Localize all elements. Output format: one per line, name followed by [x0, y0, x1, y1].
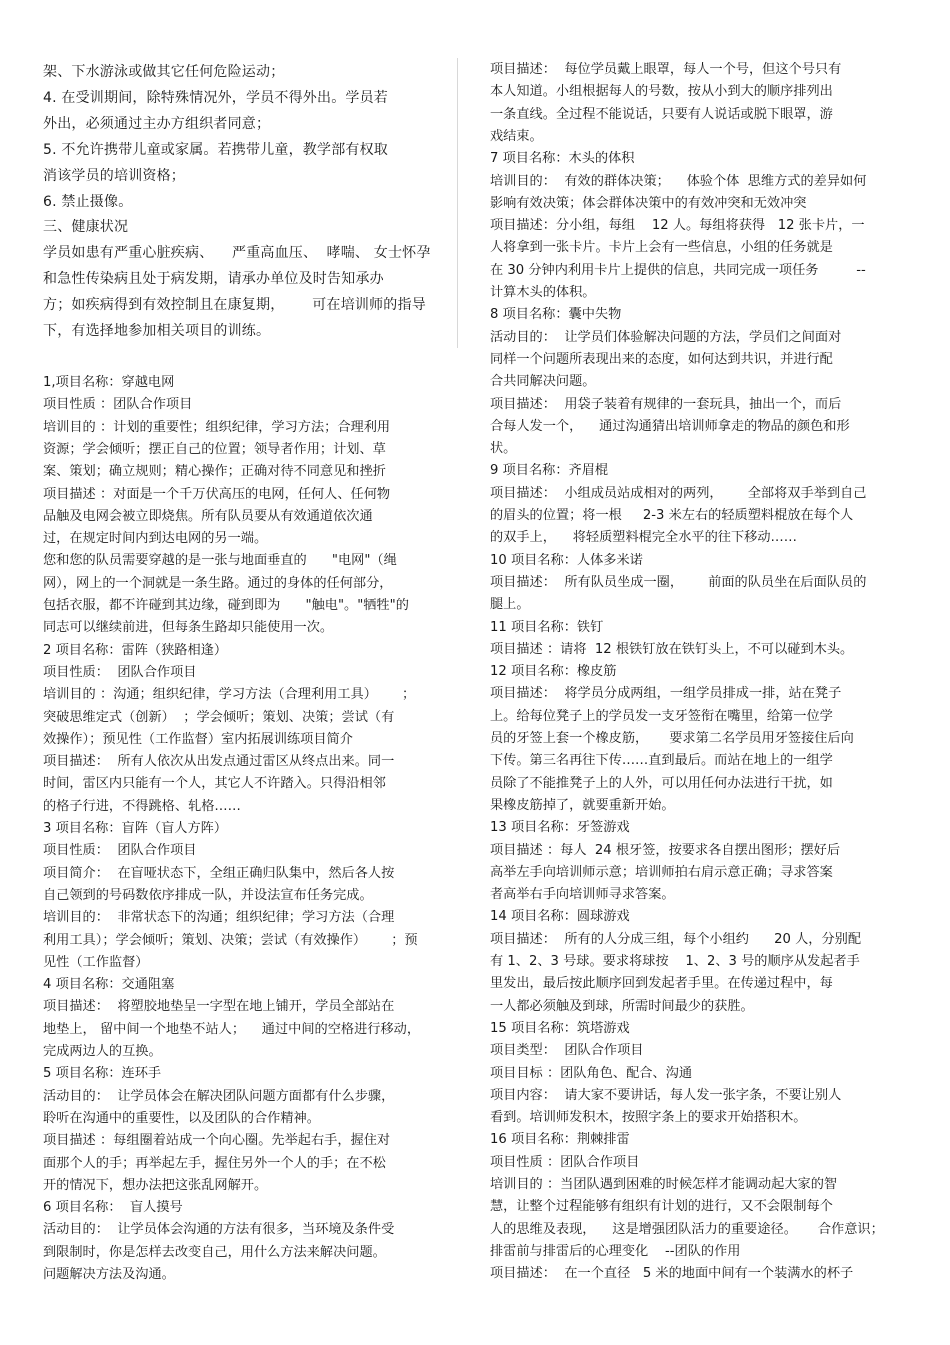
text-line: 品触及电网会被立即烧焦。所有队员要从有效通道依次通: [43, 508, 373, 524]
text-line: 排雷前与排雷后的心理变化 --团队的作用: [490, 1243, 741, 1259]
text-line: 方；如疾病得到有效控制且在康复期， 可在培训师的指导: [43, 297, 426, 314]
text-line: 10 项目名称：人体多米诺: [490, 552, 643, 568]
text-line: 在 30 分钟内利用卡片上提供的信息，共同完成一项任务 --: [490, 262, 866, 278]
text-line: 项目描述 ：请将 12 根铁钉放在铁钉头上，不可以碰到木头。: [490, 641, 854, 657]
text-line: 活动目的： 让学员体会沟通的方法有很多，当环境及条件受: [43, 1222, 395, 1238]
text-line: 项目描述： 所有的人分成三组，每个小组约 20 人，分别配: [490, 931, 862, 947]
text-line: 网），网上的一个洞就是一条生路。通过的身体的任何部分，: [43, 575, 393, 591]
text-line: 案、策划；确立规则；精心操作；正确对待不同意见和挫折: [43, 464, 386, 480]
text-line: 项目描述： 将塑胶地垫呈一字型在地上铺开，学员全部站在: [43, 999, 395, 1015]
text-line: 项目描述： 小组成员站成相对的两列， 全部将双手举到自己: [490, 485, 867, 501]
text-line: 利用工具）；学会倾听；策划、决策；尝试（有效操作） ；预: [43, 932, 418, 948]
text-line: 员除了不能推凳子上的人外，可以用任何办法进行干扰，如: [490, 775, 833, 791]
text-line: 项目描述 ：每组圈着站成一个向心圈。先举起右手，握住对: [43, 1133, 391, 1149]
text-line: 问题解决方法及沟通。: [43, 1267, 175, 1282]
text-line: 者高举右手向培训师寻求答案。: [490, 887, 675, 903]
text-line: 影响有效决策；体会群体决策中的有效冲突和无效冲突: [490, 195, 807, 211]
text-line: 6. 禁止摄像。: [43, 193, 133, 210]
text-line: 三、健康状况: [43, 219, 129, 236]
text-line: 同样一个问题所表现出来的态度，如何达到共识，并进行配: [490, 351, 833, 367]
text-line: 面那个人的手；再举起左手，握住另外一个人的手；在不松: [43, 1155, 386, 1171]
text-line: 4. 在受训期间，除特殊情况外，学员不得外出。学员若: [43, 89, 389, 106]
text-line: 项目目标 ：团队角色、配合、沟通: [490, 1065, 693, 1081]
text-line: 效操作）；预见性（工作监督）室内拓展训练项目简介: [43, 731, 353, 747]
text-line: 高举左手向培训师示意；培训师拍右肩示意正确；寻求答案: [490, 864, 833, 880]
text-line: 下，有选择地参加相关项目的训练。: [43, 323, 271, 339]
text-line: 的格子行进，不得跳格、轧格……: [43, 798, 241, 814]
text-line: 外出，必须通过主办方组织者同意；: [43, 115, 271, 132]
text-line: 4 项目名称：交通阻塞: [43, 977, 175, 993]
text-line: 您和您的队员需要穿越的是一张与地面垂直的 "电网"（绳: [43, 553, 397, 569]
text-line: 16 项目名称：荆棘排雷: [490, 1132, 630, 1148]
text-line: 的双手上， 将轻质塑料棍完全水平的往下移动……: [490, 530, 797, 546]
text-line: 项目描述：分小组，每组 12 人。每组将获得 12 张卡片，一: [490, 218, 865, 234]
column-divider: [457, 58, 458, 348]
text-line: 活动目的： 让学员体会在解决团队问题方面都有什么步骤，: [43, 1088, 395, 1104]
text-line: 项目性质 ：团队合作项目: [43, 397, 193, 413]
text-line: 地垫上， 留中间一个地垫不站人； 通过中间的空格进行移动，: [43, 1021, 421, 1037]
text-line: 项目性质： 团队合作项目: [43, 664, 197, 680]
text-line: 项目描述： 所有队员坐成一圈， 前面的队员坐在后面队员的: [490, 574, 867, 590]
text-line: 项目描述： 用袋子装着有规律的一套玩具，抽出一个，而后: [490, 396, 842, 412]
text-line: 1,项目名称：穿越电网: [43, 375, 175, 390]
text-line: 状。: [490, 441, 517, 457]
text-line: 项目性质： 团队合作项目: [43, 843, 197, 859]
text-line: 3 项目名称：盲阵（盲人方阵）: [43, 821, 228, 836]
text-line: 架、下水游泳或做其它任何危险运动；: [43, 64, 285, 80]
text-line: 过，在规定时间内到达电网的另一端。: [43, 531, 268, 547]
text-line: 和急性传染病且处于病发期，请承办单位及时告知承办: [43, 271, 384, 288]
text-line: 项目描述 ：对面是一个千万伏高压的电网，任何人、任何物: [43, 486, 391, 502]
text-line: 资源；学会倾听；摆正自己的位置；领导者作用；计划、草: [43, 441, 386, 457]
text-line: 一条直线。全过程不能说话，只要有人说话或脱下眼罩，游: [490, 106, 833, 122]
text-line: 6 项目名称： 盲人摸号: [43, 1200, 183, 1216]
text-line: 同志可以继续前进，但每条生路却只能使用一次。: [43, 620, 334, 636]
text-line: 合每人发一个， 通过沟通猜出培训师拿走的物品的颜色和形: [490, 418, 850, 434]
text-line: 上。给每位凳子上的学员发一支牙签衔在嘴里，给第一位学: [490, 708, 833, 724]
text-line: 13 项目名称：牙签游戏: [490, 820, 630, 836]
text-line: 看到。培训师发积木，按照字条上的要求开始搭积木。: [490, 1110, 807, 1126]
text-line: 项目描述： 所有人依次从出发点通过雷区从终点出来。同一: [43, 754, 395, 770]
text-line: 见性（工作监督）: [43, 954, 149, 970]
text-line: 完成两边人的互换。: [43, 1044, 162, 1059]
text-line: 8 项目名称：囊中失物: [490, 307, 622, 323]
text-line: 培训目的 ：当团队遇到困难的时候怎样才能调动起大家的智: [490, 1177, 838, 1192]
text-line: 培训目的： 非常状态下的沟通；组织纪律；学习方法（合理: [43, 910, 395, 926]
text-line: 慧，让整个过程能够有组织有计划的进行，又不会限制每个: [490, 1199, 833, 1215]
text-line: 合共同解决问题。: [490, 374, 596, 390]
text-line: 项目内容： 请大家不要讲话，每人发一张字条，不要让别人: [490, 1087, 842, 1103]
text-line: 7 项目名称：木头的体积: [490, 151, 635, 167]
text-line: 时间，雷区内只能有一个人，其它人不许踏入。只得沿相邻: [43, 776, 386, 792]
text-line: 里发出，最后按此顺序回到发起者手里。在传递过程中，每: [490, 976, 833, 992]
text-line: 15 项目名称：筑塔游戏: [490, 1020, 630, 1036]
text-line: 2 项目名称：雷阵（狭路相逢）: [43, 642, 228, 658]
text-line: 项目描述 ：每人 24 根牙签，按要求各自摆出图形；摆好后: [490, 842, 841, 858]
text-line: 包括衣服，都不许碰到其边缘，碰到即为 "触电"。"牺牲"的: [43, 598, 409, 613]
text-line: 腿上。: [490, 597, 530, 613]
text-line: 培训目的： 有效的群体决策； 体验个体 思维方式的差异如何: [490, 173, 867, 189]
text-line: 开的情况下，想办法把这张乱网解开。: [43, 1177, 268, 1193]
text-line: 到限制时，你是怎样去改变自己，用什么方法来解决问题。: [43, 1244, 386, 1260]
text-line: 5 项目名称：连环手: [43, 1066, 162, 1082]
text-line: 活动目的： 让学员们体验解决问题的方法，学员们之间面对: [490, 329, 842, 345]
text-line: 项目类型： 团队合作项目: [490, 1043, 644, 1059]
text-line: 5. 不允许携带儿童或家属。若携带儿童，教学部有权取: [43, 141, 389, 158]
text-line: 12 项目名称：橡皮筋: [490, 664, 617, 680]
text-line: 计算木头的体积。: [490, 285, 596, 300]
text-line: 一人都必须触及到球，所需时间最少的获胜。: [490, 998, 754, 1014]
text-line: 培训目的 ：沟通；组织纪律，学习方法（合理利用工具） ；: [43, 687, 416, 703]
text-line: 11 项目名称：铁钉: [490, 619, 604, 635]
text-line: 项目描述： 在一个直径 5 米的地面中间有一个装满水的杯子: [490, 1266, 854, 1282]
text-line: 突破思维定式（创新） ；学会倾听；策划、决策；尝试（有: [43, 709, 395, 725]
text-line: 员的牙签上套一个橡皮筋， 要求第二名学员用牙签接住后向: [490, 731, 854, 746]
text-line: 项目描述： 每位学员戴上眼罩，每人一个号，但这个号只有: [490, 62, 842, 77]
text-line: 下传。第三名再往下传……直到最后。而站在地上的一组学: [490, 753, 833, 769]
text-line: 消该学员的培训资格；: [43, 167, 185, 184]
text-line: 戏结束。: [490, 128, 543, 144]
text-line: 人将拿到一张卡片。卡片上会有一些信息，小组的任务就是: [490, 240, 833, 256]
text-line: 本人知道。小组根据每人的号数，按从小到大的顺序排列出: [490, 84, 833, 100]
text-line: 项目描述： 将学员分成两组，一组学员排成一排，站在凳子: [490, 686, 842, 702]
text-line: 人的思维及表现， 这是增强团队活力的重要途径。 合作意识；: [490, 1221, 884, 1237]
text-line: 聆听在沟通中的重要性，以及团队的合作精神。: [43, 1110, 320, 1126]
text-line: 果橡皮筋掉了，就要重新开始。: [490, 797, 675, 813]
text-line: 有 1、2、3 号球。要求将球按 1、2、3 号的顺序从发起者手: [490, 954, 860, 969]
text-line: 项目简介： 在盲哑状态下，全组正确归队集中，然后各人按: [43, 865, 395, 881]
text-line: 14 项目名称：圆球游戏: [490, 909, 630, 925]
text-line: 9 项目名称：齐眉棍: [490, 463, 609, 479]
text-line: 学员如患有严重心脏疾病、 严重高血压、 哮喘、 女士怀孕: [43, 245, 431, 262]
text-line: 的眉头的位置；将一根 2-3 米左右的轻质塑料棍放在每个人: [490, 508, 854, 523]
text-line: 自己领到的号码数依序排成一队，并设法宣布任务完成。: [43, 887, 373, 903]
text-line: 培训目的 ：计划的重要性；组织纪律，学习方法；合理利用: [43, 419, 391, 435]
text-line: 项目性质 ：团队合作项目: [490, 1154, 640, 1170]
